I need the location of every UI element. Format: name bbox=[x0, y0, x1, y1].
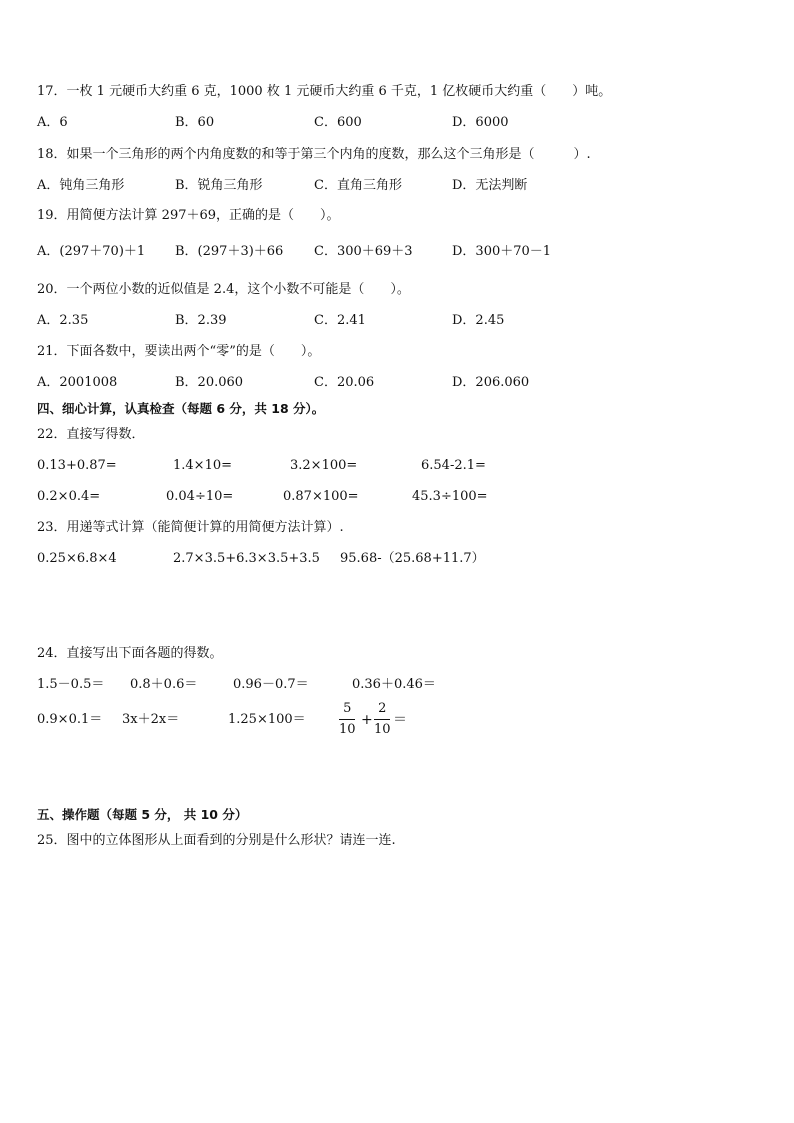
q20-stem: 20．一个两位小数的近似值是 2.4，这个小数不可能是（ ）。 bbox=[37, 282, 410, 297]
q22-item: 0.04÷10= bbox=[166, 489, 234, 504]
q17-option-b: B．60 bbox=[175, 115, 215, 130]
q22-stem: 22．直接写得数． bbox=[37, 427, 145, 442]
plus-sign: + bbox=[361, 712, 373, 728]
q20-option-a: A．2.35 bbox=[37, 313, 89, 328]
q19-stem: 19．用简便方法计算 297＋69，正确的是（ ）。 bbox=[37, 208, 340, 223]
fraction-numerator: 2 bbox=[378, 701, 387, 716]
q23-stem: 23．用递等式计算（能简便计算的用简便方法计算）. bbox=[37, 520, 344, 535]
q24-item: 1.25×100＝ bbox=[228, 712, 306, 727]
q24-item: 3x＋2x＝ bbox=[122, 712, 180, 727]
q24-item: 0.36＋0.46＝ bbox=[352, 677, 436, 692]
q24-item: 1.5－0.5＝ bbox=[37, 677, 105, 692]
q21-option-a: A．2001008 bbox=[37, 375, 118, 390]
fraction-two-tenths bbox=[374, 701, 391, 738]
q17-option-c: C．600 bbox=[314, 115, 362, 130]
q20-option-b: B．2.39 bbox=[175, 313, 227, 328]
q18-option-b: B．锐角三角形 bbox=[175, 178, 263, 193]
fraction-bar bbox=[339, 719, 355, 720]
q17-stem: 17．一枚 1 元硬币大约重 6 克，1000 枚 1 元硬币大约重 6 千克，1 亿枚硬币大约重（ ）吨。 bbox=[37, 84, 612, 99]
section-4-title: 四、细心计算，认真检查（每题 6 分，共 18 分）。 bbox=[37, 401, 325, 416]
q23-item: 2.7×3.5+6.3×3.5+3.5 bbox=[173, 551, 320, 566]
q19-option-d: D．300＋70－1 bbox=[452, 244, 552, 259]
fraction-numerator: 5 bbox=[343, 701, 352, 716]
fraction-denominator: 10 bbox=[374, 722, 391, 737]
q21-stem: 21．下面各数中，要读出两个“零”的是（ ）。 bbox=[37, 344, 321, 359]
q17-option-a: A．6 bbox=[37, 115, 68, 130]
q20-option-c: C．2.41 bbox=[314, 313, 366, 328]
fraction-five-tenths bbox=[339, 701, 356, 738]
q18-option-d: D．无法判断 bbox=[452, 178, 528, 193]
q19-option-b: B．(297＋3)＋66 bbox=[175, 244, 284, 259]
q23-item: 95.68-（25.68+11.7） bbox=[340, 551, 485, 566]
equals-sign: ＝ bbox=[393, 712, 407, 728]
section-5-title: 五、操作题（每题 5 分， 共 10 分） bbox=[37, 807, 248, 822]
fraction-bar bbox=[374, 719, 390, 720]
q18-option-c: C．直角三角形 bbox=[314, 178, 402, 193]
q22-item: 6.54-2.1= bbox=[421, 458, 486, 473]
q24-item: 0.96－0.7＝ bbox=[233, 677, 309, 692]
q22-item: 0.2×0.4= bbox=[37, 489, 101, 504]
q22-item: 1.4×10= bbox=[173, 458, 233, 473]
q21-option-c: C．20.06 bbox=[314, 375, 375, 390]
q24-stem: 24．直接写出下面各题的得数。 bbox=[37, 646, 223, 661]
q24-item: 0.8＋0.6＝ bbox=[130, 677, 198, 692]
q17-option-d: D．6000 bbox=[452, 115, 509, 130]
q21-option-d: D．206.060 bbox=[452, 375, 530, 390]
q23-item: 0.25×6.8×4 bbox=[37, 551, 117, 566]
q25-stem: 25．图中的立体图形从上面看到的分别是什么形状？请连一连. bbox=[37, 833, 396, 848]
q22-item: 3.2×100= bbox=[290, 458, 358, 473]
fraction-denominator: 10 bbox=[339, 722, 356, 737]
q18-option-a: A．钝角三角形 bbox=[37, 178, 125, 193]
q19-option-a: A．(297＋70)＋1 bbox=[37, 244, 146, 259]
q19-option-c: C．300＋69＋3 bbox=[314, 244, 413, 259]
q22-item: 45.3÷100= bbox=[412, 489, 488, 504]
q24-item: 0.9×0.1＝ bbox=[37, 712, 103, 727]
q21-option-b: B．20.060 bbox=[175, 375, 244, 390]
q20-option-d: D．2.45 bbox=[452, 313, 505, 328]
q22-item: 0.13+0.87= bbox=[37, 458, 117, 473]
q18-stem: 18．如果一个三角形的两个内角度数的和等于第三个内角的度数，那么这个三角形是（ ）. bbox=[37, 147, 591, 162]
q22-item: 0.87×100= bbox=[283, 489, 359, 504]
